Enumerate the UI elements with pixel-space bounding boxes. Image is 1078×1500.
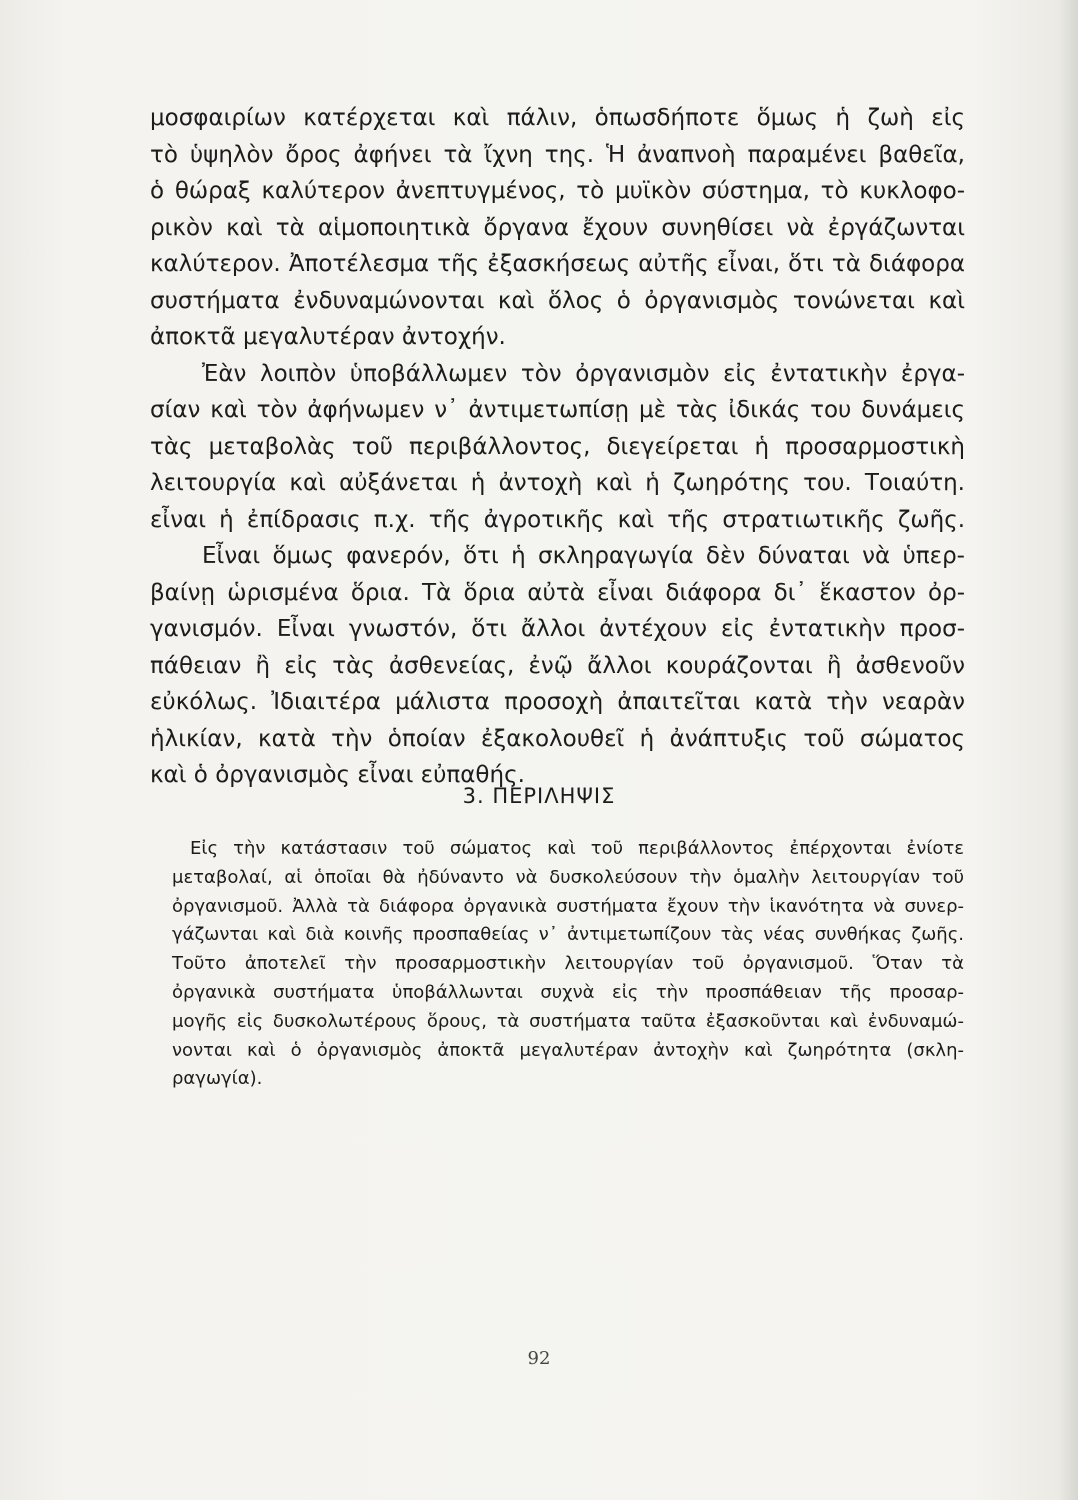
summary-line: Εἰς τὴν κατάστασιν τοῦ σώματος καὶ τοῦ περιβάλλοντος ἐπέρχονται ἐνίοτε <box>190 838 964 859</box>
body-line: εἶναι ἡ ἐπίδρασις π.χ. τῆς ἀγροτικῆς καὶ τῆς στρατιωτικῆς ζωῆς. <box>150 506 965 533</box>
body-line: μοσφαιρίων κατέρχεται καὶ πάλιν, ὁπωσδήποτε ὅμως ἡ ζωὴ εἰς <box>150 105 965 131</box>
summary-line: ραγωγία). <box>172 1068 263 1090</box>
summary-line: μογῆς εἰς δυσκολωτέρους ὅρους, τὰ συστήματα ταῦτα ἐξασκοῦνται καὶ ἐνδυναμώ- <box>172 1010 964 1032</box>
body-line: λειτουργία καὶ αὐξάνεται ἡ ἀντοχὴ καὶ ἡ ζωηρότης του. Τοιαύτη. <box>150 470 965 496</box>
body-line: Ἐὰν λοιπὸν ὑποβάλλωμεν τὸν ὀργανισμὸν εἰς ἐντατικὴν ἐργα- <box>202 360 965 387</box>
body-line: τὸ ὑψηλὸν ὄρος ἀφήνει τὰ ἴχνη της. Ἡ ἀναπνοὴ παραμένει βαθεῖα, <box>150 141 965 168</box>
summary-line: ὀργανισμοῦ. Ἀλλὰ τὰ διάφορα ὀργανικὰ συστήματα ἔχουν τὴν ἱκανότητα νὰ συνερ- <box>172 895 964 917</box>
body-line: εὐκόλως. Ἰδιαιτέρα μάλιστα προσοχὴ ἀπαιτεῖται κατὰ τὴν νεαρὰν <box>150 689 965 715</box>
body-line: καὶ ὁ ὀργανισμὸς εἶναι εὐπαθής. <box>150 762 525 788</box>
page-edge-shadow <box>1058 0 1078 1500</box>
summary-line: ὀργανικὰ συστήματα ὑποβάλλωνται συχνὰ εἰς τὴν προσπάθειαν τῆς προσαρ- <box>172 981 964 1003</box>
body-line: ἡλικίαν, κατὰ τὴν ὁποίαν ἐξακολουθεῖ ἡ ἀνάπτυξις τοῦ σώματος <box>150 725 965 752</box>
body-line: ρικὸν καὶ τὰ αἱμοποιητικὰ ὄργανα ἔχουν συνηθίσει νὰ ἐργάζωνται <box>150 214 965 241</box>
summary-text <box>172 835 964 1094</box>
summary-line: μεταβολαί, αἱ ὁποῖαι θὰ ἠδύναντο νὰ δυσκολεύσουν τὴν ὁμαλὴν λειτουργίαν τοῦ <box>172 866 964 888</box>
body-line: γανισμόν. Εἶναι γνωστόν, ὅτι ἄλλοι ἀντέχουν εἰς ἐντατικὴν προσ- <box>150 616 965 642</box>
page-number: 92 <box>527 1348 551 1369</box>
body-line: καλύτερον. Ἀποτέλεσμα τῆς ἐξασκήσεως αὐτῆς εἶναι, ὅτι τὰ διάφορα <box>150 251 965 277</box>
body-line: βαίνῃ ὡρισμένα ὅρια. Τὰ ὅρια αὐτὰ εἶναι διάφορα δι᾽ ἕκαστον ὀρ- <box>150 579 965 606</box>
section-heading: 3. ΠΕΡΙΛΗΨΙΣ <box>462 784 616 808</box>
body-line: πάθειαν ἢ εἰς τὰς ἀσθενείας, ἐνῷ ἄλλοι κουράζονται ἢ ἀσθενοῦν <box>150 652 965 679</box>
body-line: ἀποκτᾶ μεγαλυτέραν ἀντοχήν. <box>150 324 506 350</box>
body-line: συστήματα ἐνδυναμώνονται καὶ ὅλος ὁ ὀργανισμὸς τονώνεται καὶ <box>150 287 965 314</box>
body-line: τὰς μεταβολὰς τοῦ περιβάλλοντος, διεγείρεται ἡ προσαρμοστικὴ <box>150 433 965 460</box>
summary-line: γάζωνται καὶ διὰ κοινῆς προσπαθείας ν᾽ ἀντιμετωπίζουν τὰς νέας συνθήκας ζωῆς. <box>172 924 964 946</box>
summary-line: νονται καὶ ὁ ὀργανισμὸς ἀποκτᾶ μεγαλυτέραν ἀντοχὴν καὶ ζωηρότητα (σκλη- <box>172 1039 964 1061</box>
summary-line: Τοῦτο ἀποτελεῖ τὴν προσαρμοστικὴν λειτουργίαν τοῦ ὀργανισμοῦ. Ὅταν τὰ <box>172 953 964 975</box>
body-line: Εἶναι ὅμως φανερόν, ὅτι ἡ σκληραγωγία δὲν δύναται νὰ ὑπερ- <box>202 543 965 569</box>
body-line: σίαν καὶ τὸν ἀφήνωμεν ν᾽ ἀντιμετωπίσῃ μὲ τὰς ἰδικάς του δυνάμεις <box>150 397 965 423</box>
body-line: ὁ θώραξ καλύτερον ἀνεπτυγμένος, τὸ μυϊκὸν σύστημα, τὸ κυκλοφο- <box>150 178 965 204</box>
body-text <box>150 100 965 794</box>
